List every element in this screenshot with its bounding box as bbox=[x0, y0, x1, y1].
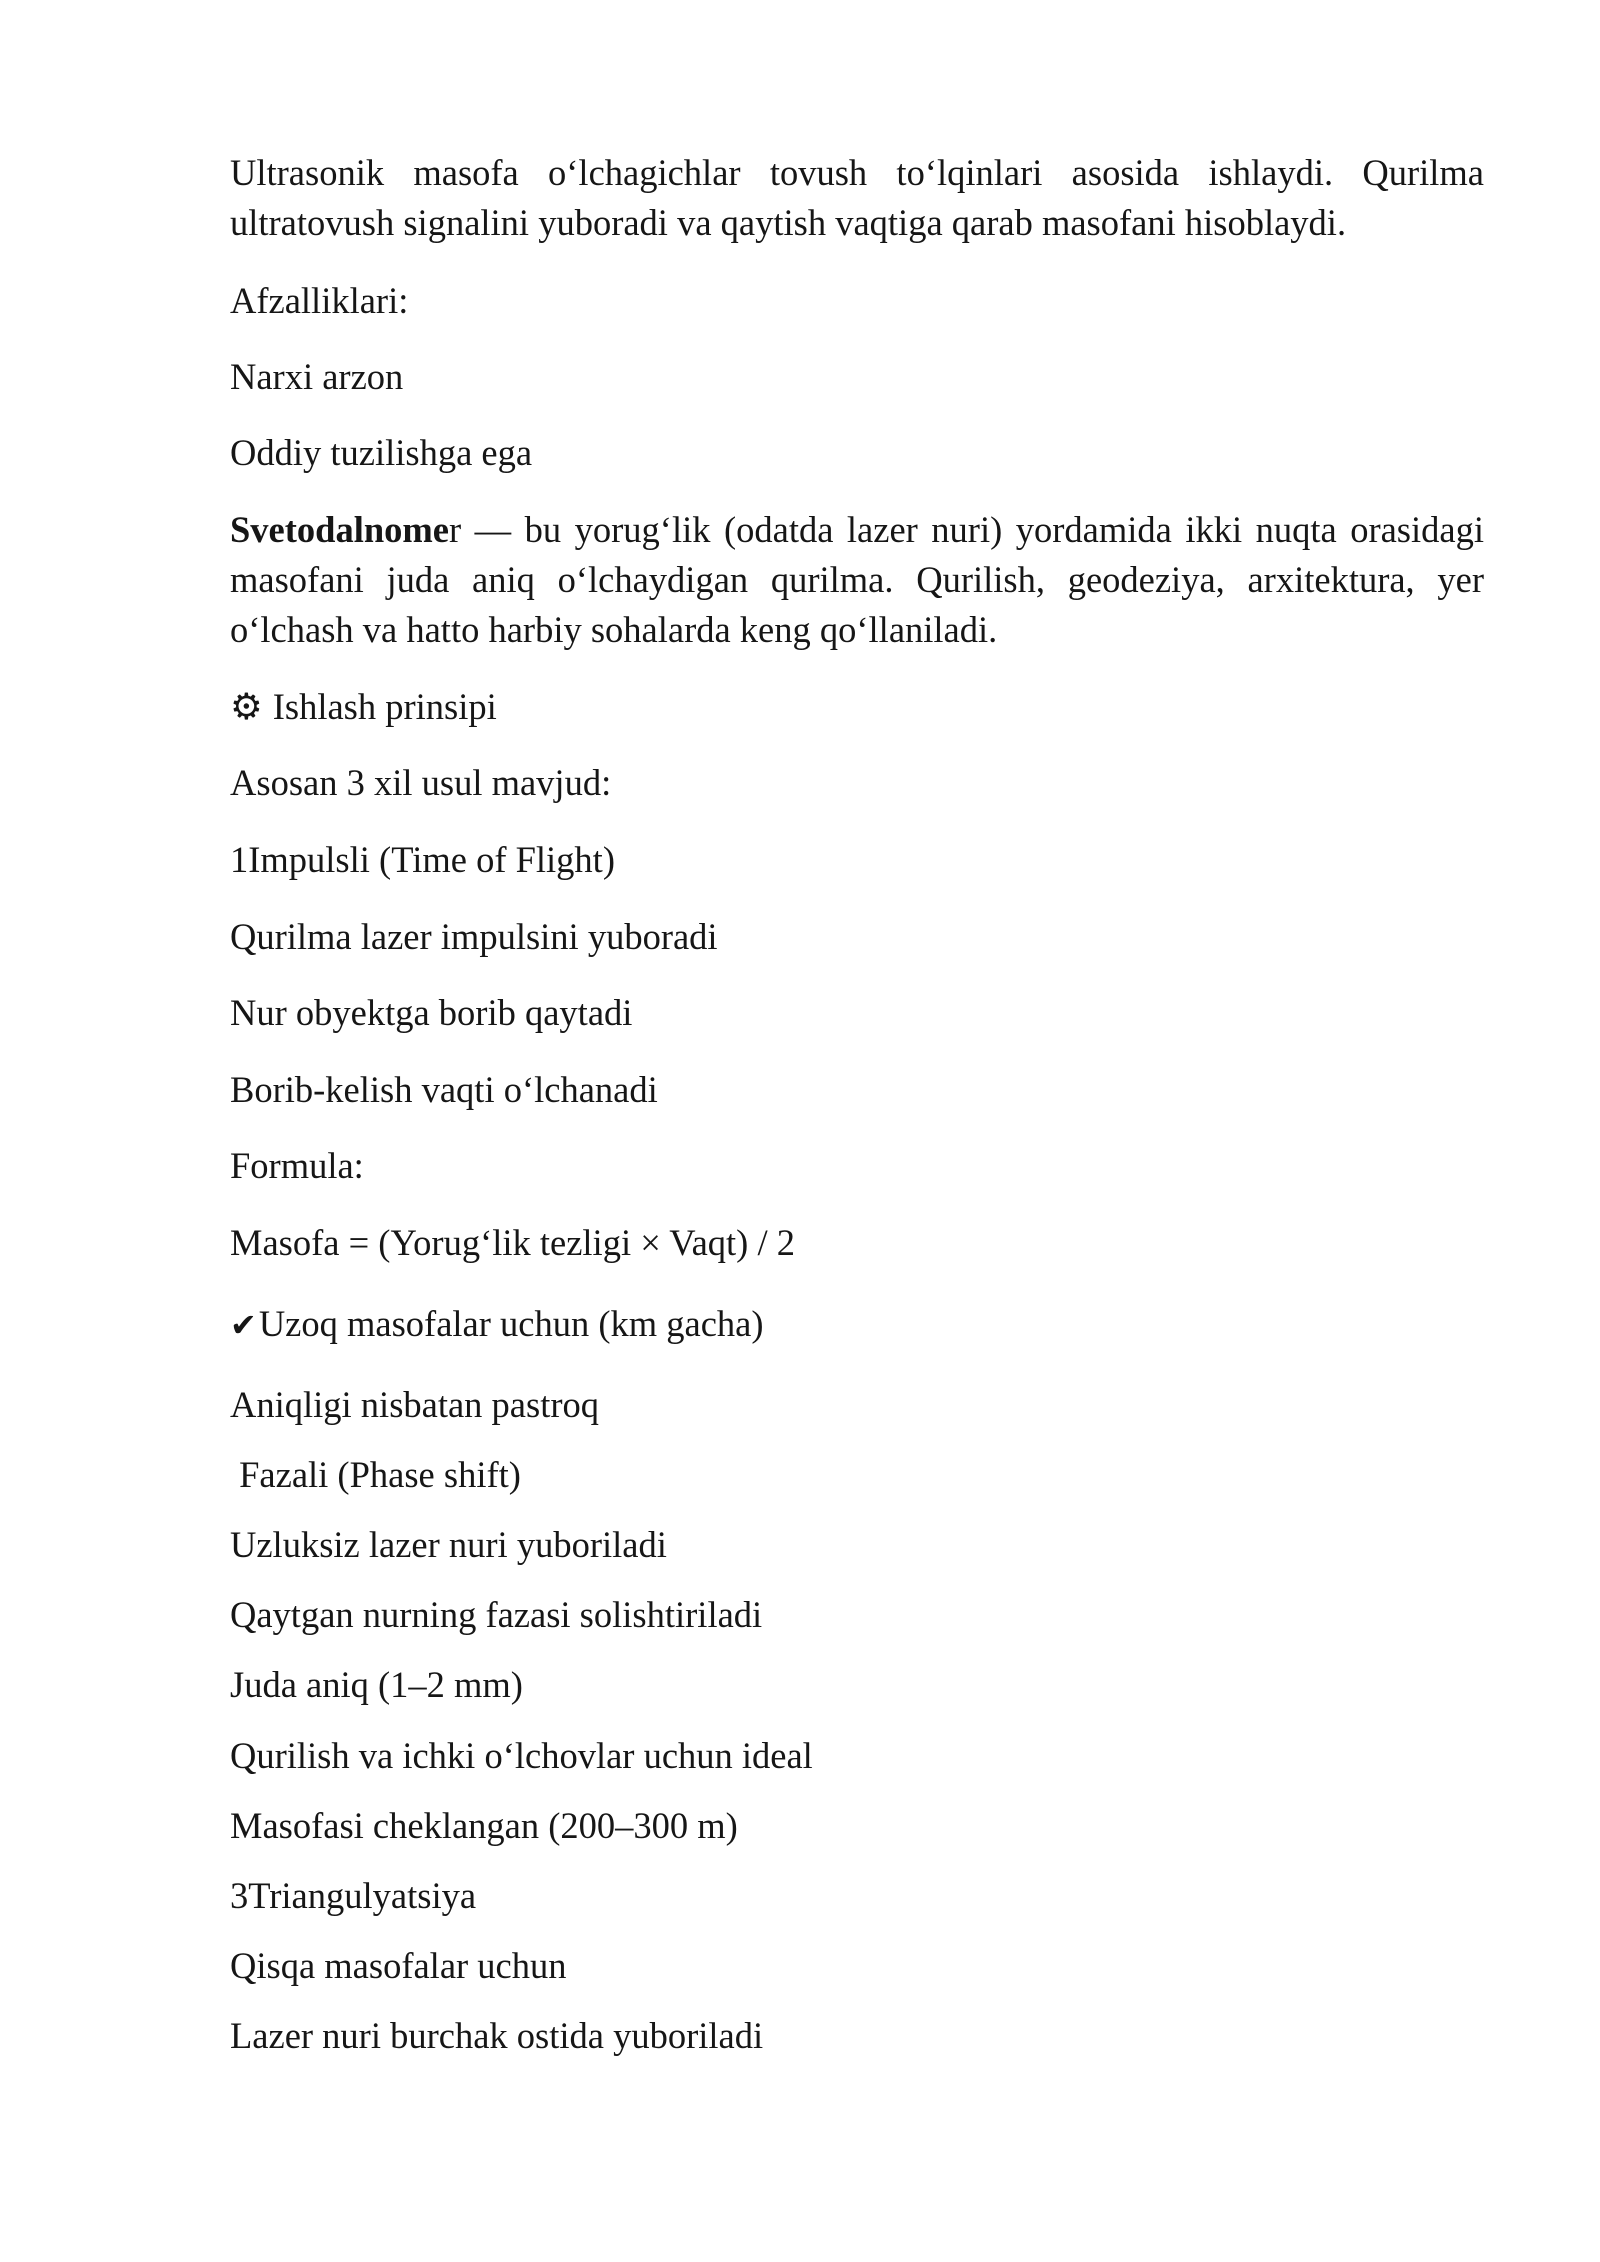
method-heading-impulse: 1Impulsli (Time of Flight) bbox=[230, 839, 615, 880]
gear-icon: ⚙ bbox=[230, 686, 263, 727]
list-item-cheap: Narxi arzon bbox=[230, 356, 404, 397]
list-item: Qurilish va ichki oʻlchovlar uchun ideal bbox=[230, 1735, 813, 1776]
paragraph-advantages-heading: Afzalliklari: bbox=[230, 280, 409, 321]
list-item: Qurilma lazer impulsini yuboradi bbox=[230, 916, 718, 957]
list-item-simple: Oddiy tuzilishga ega bbox=[230, 432, 533, 473]
feature-text: Uzoq masofalar uchun (km gacha) bbox=[258, 1303, 764, 1344]
list-item: Nur obyektga borib qaytadi bbox=[230, 992, 633, 1033]
section-heading-working-principle bbox=[230, 682, 1484, 732]
formula-label: Formula: bbox=[230, 1145, 364, 1186]
method-heading-phase: Fazali (Phase shift) bbox=[230, 1454, 521, 1495]
paragraph-svetodalnomer-definition bbox=[230, 505, 1484, 655]
method-heading-triangulation: 3Triangulyatsiya bbox=[230, 1875, 477, 1916]
list-item: Qaytgan nurning fazasi solishtiriladi bbox=[230, 1594, 763, 1635]
paragraph-methods-intro: Asosan 3 xil usul mavjud: bbox=[230, 762, 612, 803]
list-item: Lazer nuri burchak ostida yuboriladi bbox=[230, 2015, 764, 2056]
formula-text: Masofa = (Yorugʻlik tezligi × Vaqt) / 2 bbox=[230, 1222, 795, 1263]
list-item: Borib-kelish vaqti oʻlchanadi bbox=[230, 1069, 658, 1110]
definition-text: r — bu yorugʻlik (odatda lazer nuri) yordamida ikki nuqta orasidagi masofani juda aniq oʻlchaydigan qurilma. Qurilish, geodeziya, arxitektura, yer oʻlchash va hatto harbiy sohalarda keng qoʻllaniladi. bbox=[230, 509, 1484, 650]
list-item: Uzluksiz lazer nuri yuboriladi bbox=[230, 1524, 667, 1565]
list-item: Juda aniq (1–2 mm) bbox=[230, 1664, 523, 1705]
checkmark-icon: ✔ bbox=[230, 1306, 257, 1344]
list-item: Masofasi cheklangan (200–300 m) bbox=[230, 1805, 738, 1846]
feature-long-range bbox=[230, 1299, 1484, 1350]
section-heading-text: Ishlash prinsipi bbox=[272, 686, 497, 727]
list-item: Aniqligi nisbatan pastroq bbox=[230, 1384, 600, 1425]
term-svetodalnomer: Svetodalnome bbox=[230, 509, 449, 550]
list-item: Qisqa masofalar uchun bbox=[230, 1945, 567, 1986]
paragraph-ultrasonic-intro: Ultrasonik masofa oʻlchagichlar tovush toʻlqinlari asosida ishlaydi. Qurilma ultratovush signalini yuboradi va qaytish vaqtiga qarab masofani hisoblaydi. bbox=[230, 152, 1484, 243]
